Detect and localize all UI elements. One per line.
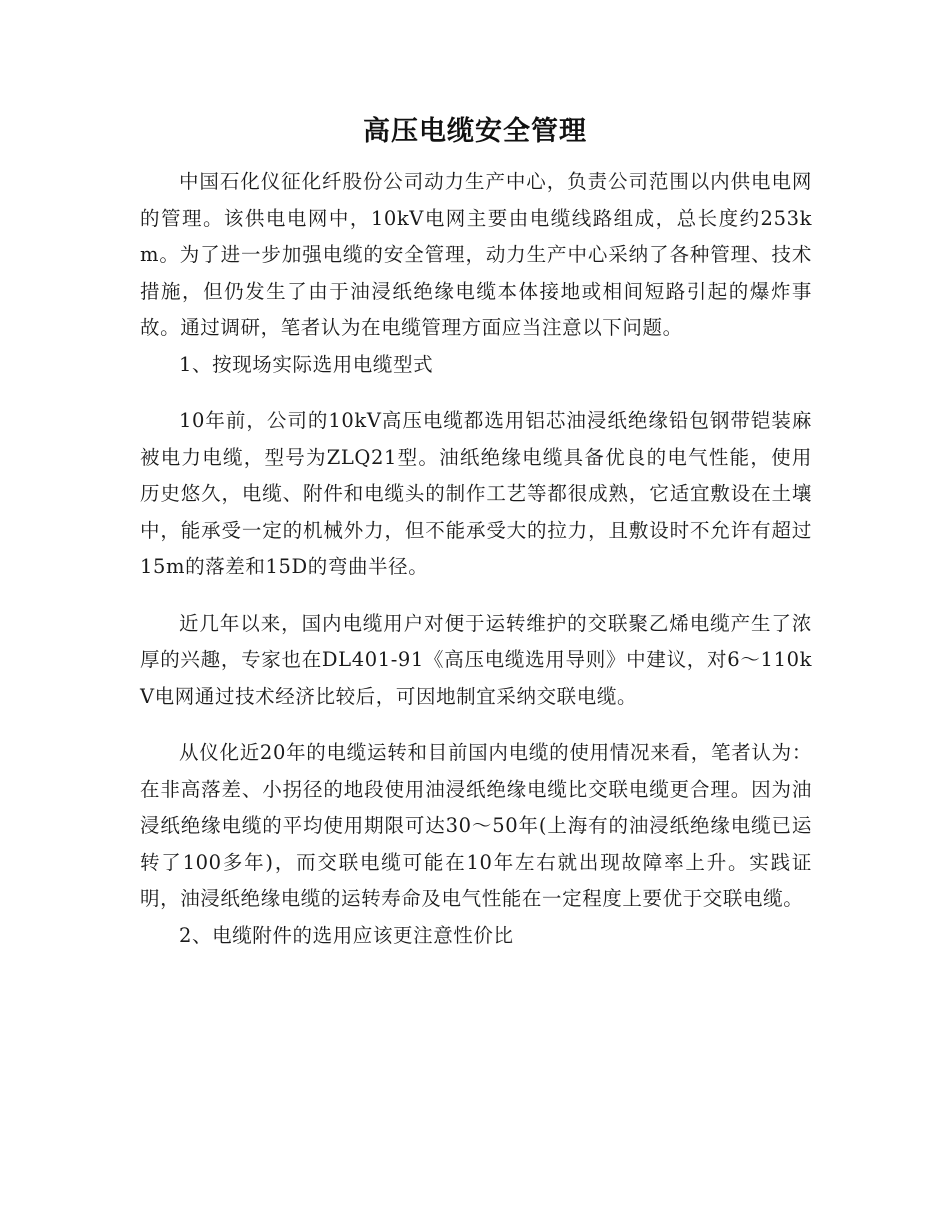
paragraph-comparison: 从仪化近20年的电缆运转和目前国内电缆的使用情况来看，笔者认为：在非高落差、小拐径的地段使用油浸纸绝缘电缆比交联电缆更合理。因为油浸纸绝缘电缆的平均使用期限可达30～50年(上海有的油浸纸绝缘电缆已运转了100多年)，而交联电缆可能在10年左右就出现故障率上升。实践证明，油浸纸绝缘电缆的运转寿命及电气性能在一定程度上要优于交联电缆。 [140, 741, 812, 910]
document-body [140, 164, 812, 954]
section-heading-2: 2、电缆附件的选用应该更注意性价比 [179, 923, 514, 947]
paragraph-xlpe: 近几年以来，国内电缆用户对便于运转维护的交联聚乙烯电缆产生了浓厚的兴趣，专家也在DL401-91《高压电缆选用导则》中建议，对6～110kV电网通过技术经济比较后，可因地制宜采纳交联电缆。 [140, 611, 812, 708]
paragraph-cable-type: 10年前，公司的10kV高压电缆都选用铝芯油浸纸绝缘铅包钢带铠装麻被电力电缆，型号为ZLQ21型。油纸绝缘电缆具备优良的电气性能，使用历史悠久，电缆、附件和电缆头的制作工艺等都很成熟，它适宜敷设在土壤中，能承受一定的机械外力，但不能承受大的拉力，且敷设时不允许有超过15m的落差和15D的弯曲半径。 [140, 409, 812, 578]
document-title: 高压电缆安全管理 [363, 116, 587, 147]
section-heading-1: 1、按现场实际选用电缆型式 [179, 352, 434, 376]
paragraph-intro: 中国石化仪征化纤股份公司动力生产中心，负责公司范围以内供电电网的管理。该供电电网中，10kV电网主要由电缆线路组成，总长度约253km。为了进一步加强电缆的安全管理，动力生产中心采纳了各种管理、技术措施，但仍发生了由于油浸纸绝缘电缆本体接地或相间短路引起的爆炸事故。通过调研，笔者认为在电缆管理方面应当注意以下问题。 [140, 170, 812, 339]
